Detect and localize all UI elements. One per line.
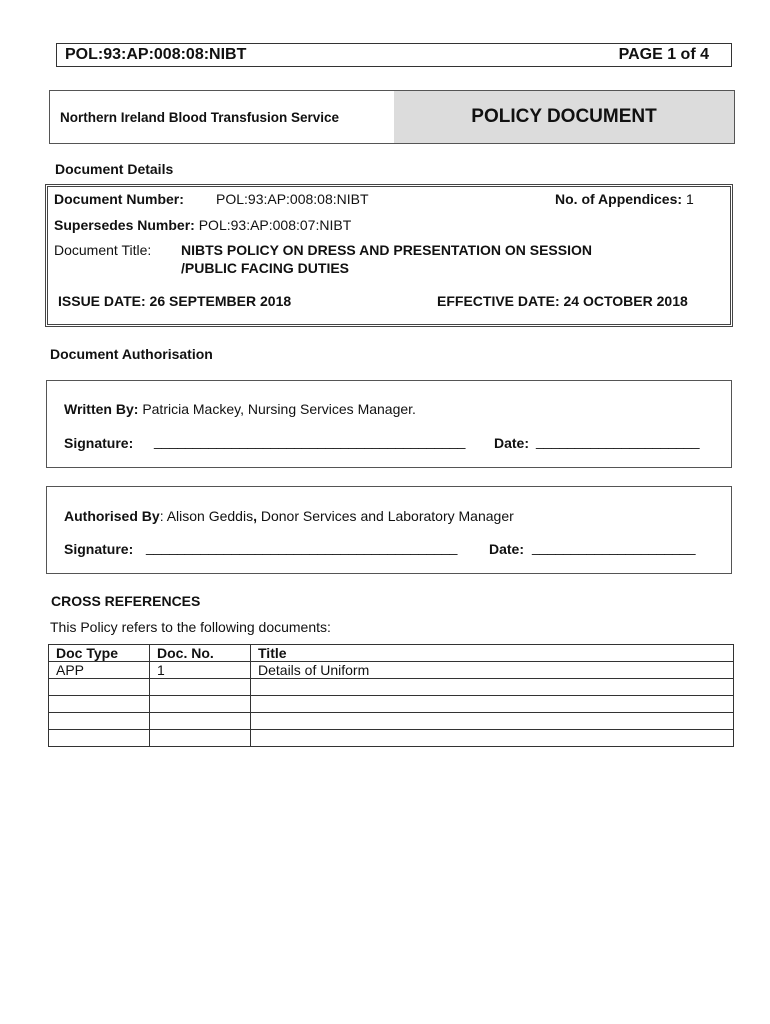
document-details-heading: Document Details — [55, 161, 174, 177]
column-header-doc-no: Doc. No. — [150, 645, 251, 662]
authorised-signature-label: Signature: — [64, 541, 134, 557]
written-by-label: Written By: — [64, 401, 139, 417]
document-type: POLICY DOCUMENT — [471, 106, 657, 127]
document-number-label: Document Number: — [54, 191, 184, 207]
supersedes-value: POL:93:AP:008:07:NIBT — [198, 217, 352, 233]
column-header-doc-type: Doc Type — [49, 645, 150, 662]
document-type-panel — [394, 91, 734, 143]
table-cell — [251, 730, 734, 747]
written-by-line — [64, 401, 416, 417]
written-signature-label: Signature: — [64, 435, 134, 451]
table-cell — [49, 679, 150, 696]
authorised-by-role: Donor Services and Laboratory Manager — [256, 508, 514, 524]
authorised-by-box — [46, 486, 732, 574]
cross-references-table — [48, 644, 734, 747]
cross-references-intro: This Policy refers to the following documents: — [50, 619, 331, 635]
document-number-row — [54, 191, 369, 207]
page-number: PAGE 1 of 4 — [618, 46, 709, 63]
document-details-box — [45, 184, 733, 327]
table-cell — [251, 696, 734, 713]
document-title-line2: /PUBLIC FACING DUTIES — [181, 260, 350, 276]
table-cell: APP — [49, 662, 150, 679]
authorised-by-line — [64, 508, 514, 524]
supersedes-label: Supersedes Number: — [54, 217, 195, 233]
table-row — [49, 696, 734, 713]
table-cell — [251, 713, 734, 730]
document-authorisation-heading: Document Authorisation — [50, 346, 213, 362]
organisation-name: Northern Ireland Blood Transfusion Service — [60, 110, 340, 125]
document-number-value: POL:93:AP:008:08:NIBT — [216, 191, 369, 207]
table-cell: 1 — [150, 662, 251, 679]
table-row — [49, 662, 734, 679]
document-header — [56, 43, 732, 67]
table-header-row — [49, 645, 734, 662]
supersedes-row — [54, 217, 351, 233]
written-by-box — [46, 380, 732, 468]
written-by-value: Patricia Mackey, Nursing Services Manager. — [142, 401, 416, 417]
table-cell — [49, 730, 150, 747]
organisation-banner — [49, 90, 735, 144]
authorised-by-label: Authorised By — [64, 508, 160, 524]
issue-date: ISSUE DATE: 26 SEPTEMBER 2018 — [58, 293, 292, 309]
document-title-line1: NIBTS POLICY ON DRESS AND PRESENTATION ON SESSION — [181, 242, 592, 258]
table-cell — [49, 696, 150, 713]
authorised-date-line: _____________________ — [532, 539, 696, 555]
authorised-signature-line: ________________________________________ — [146, 539, 458, 555]
appendices-row — [555, 191, 694, 207]
document-title-row — [54, 242, 151, 258]
authorised-by-comma: , — [253, 508, 257, 524]
effective-date: EFFECTIVE DATE: 24 OCTOBER 2018 — [437, 293, 688, 309]
table-cell — [150, 713, 251, 730]
cross-references-heading: CROSS REFERENCES — [51, 593, 201, 609]
table-cell — [251, 679, 734, 696]
table-cell: Details of Uniform — [251, 662, 734, 679]
appendices-value: 1 — [685, 191, 694, 207]
written-date-line: _____________________ — [536, 433, 700, 449]
document-title-label: Document Title: — [54, 242, 152, 258]
table-cell — [150, 679, 251, 696]
table-cell — [150, 730, 251, 747]
table-row — [49, 713, 734, 730]
table-cell — [150, 696, 251, 713]
appendices-label: No. of Appendices: — [555, 191, 683, 207]
table-row — [49, 679, 734, 696]
authorised-date-label: Date: — [489, 541, 525, 557]
written-date-label: Date: — [494, 435, 530, 451]
document-reference: POL:93:AP:008:08:NIBT — [65, 46, 247, 63]
table-row — [49, 730, 734, 747]
written-signature-line: ________________________________________ — [154, 433, 466, 449]
authorised-by-name: : Alison Geddis — [159, 508, 254, 524]
table-cell — [49, 713, 150, 730]
column-header-title: Title — [251, 645, 734, 662]
